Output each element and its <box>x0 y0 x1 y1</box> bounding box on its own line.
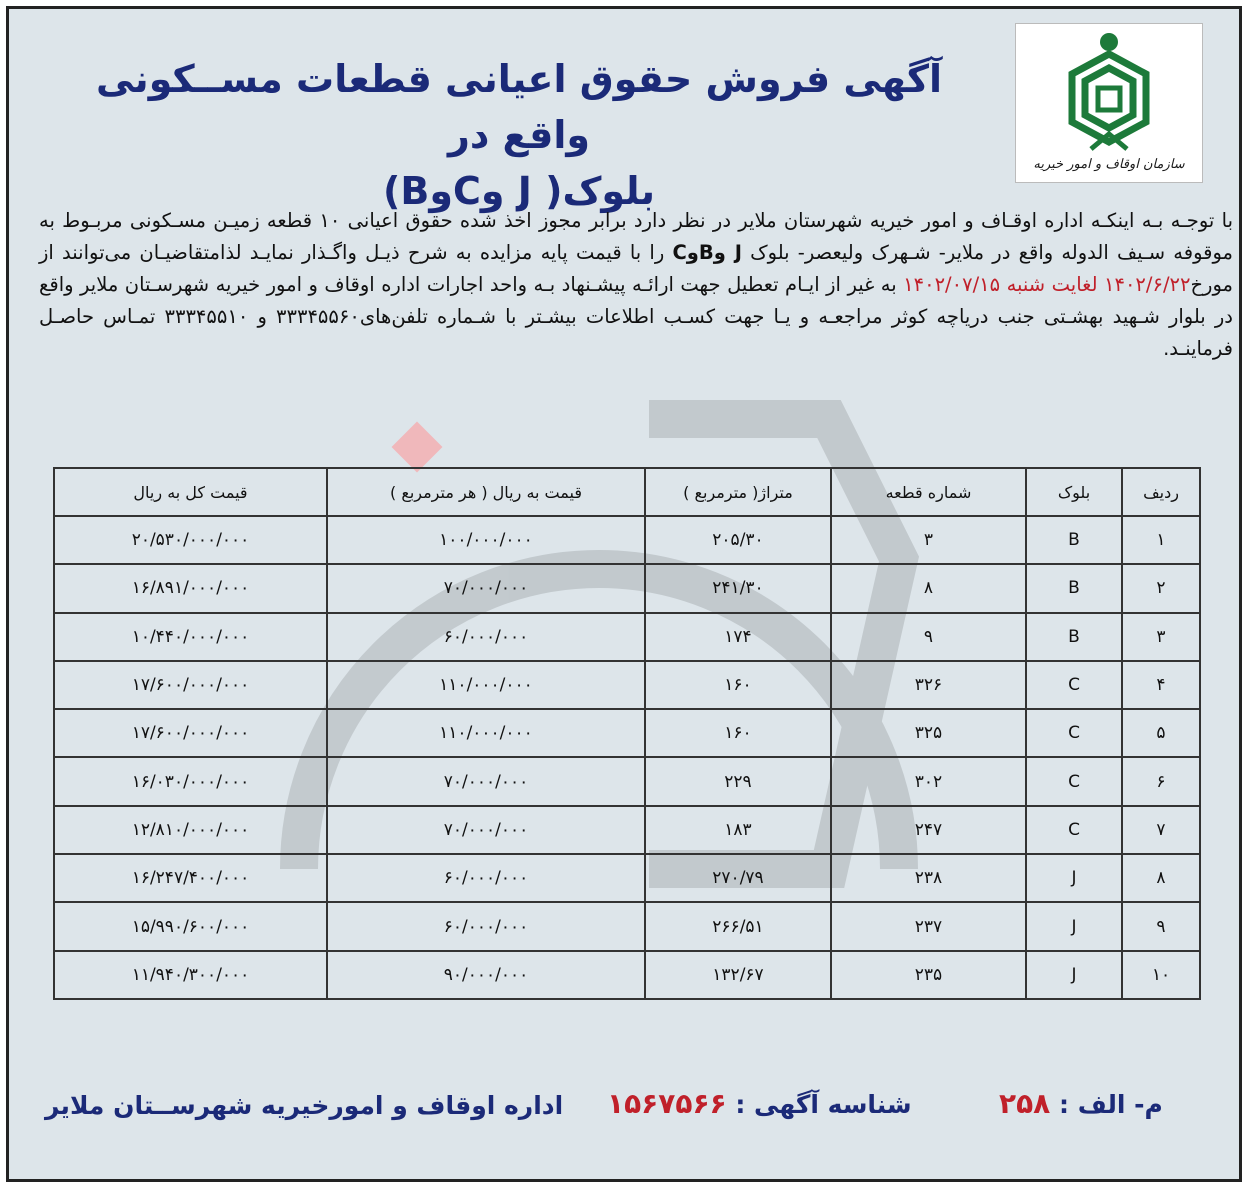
page-title <box>49 51 989 219</box>
cell-plot-number: ۲۴۷ <box>831 806 1026 854</box>
header-unit-price: قیمت به ریال ( هر مترمربع ) <box>327 468 645 516</box>
cell-area: ۱۳۲/۶۷ <box>645 951 831 999</box>
cell-total-price: ۱۲/۸۱۰/۰۰۰/۰۰۰ <box>54 806 327 854</box>
cell-area: ۲۷۰/۷۹ <box>645 854 831 902</box>
cell-area: ۲۲۹ <box>645 757 831 805</box>
footer-ad-id-label: شناسه آگهی : <box>735 1090 912 1119</box>
cell-row-number: ۱ <box>1122 516 1200 564</box>
cell-unit-price: ۶۰/۰۰۰/۰۰۰ <box>327 854 645 902</box>
cell-area: ۲۴۱/۳۰ <box>645 564 831 612</box>
cell-total-price: ۱۰/۴۴۰/۰۰۰/۰۰۰ <box>54 613 327 661</box>
cell-total-price: ۲۰/۵۳۰/۰۰۰/۰۰۰ <box>54 516 327 564</box>
cell-row-number: ۵ <box>1122 709 1200 757</box>
cell-row-number: ۲ <box>1122 564 1200 612</box>
cell-unit-price: ۶۰/۰۰۰/۰۰۰ <box>327 902 645 950</box>
cell-unit-price: ۱۰۰/۰۰۰/۰۰۰ <box>327 516 645 564</box>
header-block: بلوک <box>1026 468 1122 516</box>
footer-office: اداره اوقاف و امورخیریه شهرســتان ملایر <box>45 1091 564 1120</box>
cell-area: ۲۰۵/۳۰ <box>645 516 831 564</box>
table-row <box>54 661 1200 709</box>
cell-unit-price: ۷۰/۰۰۰/۰۰۰ <box>327 564 645 612</box>
table-header-row <box>54 468 1200 516</box>
cell-block: C <box>1026 661 1122 709</box>
body-part-3: به غیر از ایـام تعطیل جهت ارائـه پیشـنهاد بـه واحد اجارات اداره اوقاف و امور خیریه شهرسـتان ملایر واقع در بلوار شـهید بهشـتی جنب دریاچه کوثر مراجعـه و یـا جهت کسـب اطلاعات بیشـتر با شـماره تلفن‌های۳۳۳۴۵۵۶۰ و ۳۳۳۴۵۵۱۰ تمـاس حاصـل فرماینـد. <box>39 273 1233 360</box>
header-total-price: قیمت کل به ریال <box>54 468 327 516</box>
cell-block: J <box>1026 902 1122 950</box>
cell-block: C <box>1026 709 1122 757</box>
table-row <box>54 709 1200 757</box>
plots-table <box>53 467 1201 1000</box>
cell-row-number: ۶ <box>1122 757 1200 805</box>
cell-plot-number: ۳۲۵ <box>831 709 1026 757</box>
cell-plot-number: ۳ <box>831 516 1026 564</box>
table-row <box>54 757 1200 805</box>
cell-total-price: ۱۶/۸۹۱/۰۰۰/۰۰۰ <box>54 564 327 612</box>
cell-total-price: ۱۱/۹۴۰/۳۰۰/۰۰۰ <box>54 951 327 999</box>
header-plot-number: شماره قطعه <box>831 468 1026 516</box>
cell-plot-number: ۹ <box>831 613 1026 661</box>
logo-box <box>1015 23 1203 183</box>
cell-row-number: ۳ <box>1122 613 1200 661</box>
cell-unit-price: ۹۰/۰۰۰/۰۰۰ <box>327 951 645 999</box>
body-blocks: J وBوC <box>672 241 742 264</box>
cell-block: B <box>1026 613 1122 661</box>
cell-unit-price: ۶۰/۰۰۰/۰۰۰ <box>327 613 645 661</box>
title-line-1: آگهی فروش حقوق اعیانی قطعات مســکونی واقع در <box>95 57 942 157</box>
table-row <box>54 516 1200 564</box>
cell-unit-price: ۷۰/۰۰۰/۰۰۰ <box>327 806 645 854</box>
footer-reference <box>999 1087 1163 1120</box>
cell-area: ۱۸۳ <box>645 806 831 854</box>
cell-row-number: ۷ <box>1122 806 1200 854</box>
table-row <box>54 564 1200 612</box>
ad-frame <box>6 6 1242 1182</box>
cell-row-number: ۱۰ <box>1122 951 1200 999</box>
cell-total-price: ۱۷/۶۰۰/۰۰۰/۰۰۰ <box>54 661 327 709</box>
cell-plot-number: ۳۰۲ <box>831 757 1026 805</box>
cell-block: B <box>1026 564 1122 612</box>
cell-total-price: ۱۶/۰۳۰/۰۰۰/۰۰۰ <box>54 757 327 805</box>
footer-ref-label: م- الف : <box>1059 1090 1163 1119</box>
cell-plot-number: ۸ <box>831 564 1026 612</box>
logo-caption: سازمان اوقاف و امور خیریه <box>1033 157 1185 172</box>
body-part-1: با توجـه بـه اینکـه اداره اوقـاف و امور خیریه شهرستان ملایر در نظر دارد برابر مجوز اخذ شده حقوق اعیانی ۱۰ قطعه زمیـن مسـکونی مربـوط به موقوفه سـیف الدوله واقع در ملایر- شـهرک ولیعصر- بلوک <box>39 209 1233 264</box>
cell-plot-number: ۳۲۶ <box>831 661 1026 709</box>
title-line-2: بلوک( J وCوB) <box>383 169 655 213</box>
table-row <box>54 854 1200 902</box>
cell-area: ۲۶۶/۵۱ <box>645 902 831 950</box>
cell-total-price: ۱۵/۹۹۰/۶۰۰/۰۰۰ <box>54 902 327 950</box>
announcement-body <box>39 205 1233 365</box>
cell-plot-number: ۲۳۸ <box>831 854 1026 902</box>
footer-ad-id <box>607 1087 912 1120</box>
cell-block: J <box>1026 854 1122 902</box>
body-part-2: را با قیمت پایه مزایده به شرح ذیـل واگـذار نمایـد لذامتقاضیـان می‌توانند از مورخ <box>39 241 1233 296</box>
cell-plot-number: ۲۳۷ <box>831 902 1026 950</box>
table-row <box>54 613 1200 661</box>
cell-area: ۱۶۰ <box>645 661 831 709</box>
cell-block: C <box>1026 757 1122 805</box>
header-area: متراژ( مترمربع ) <box>645 468 831 516</box>
body-date-range: ۱۴۰۲/۶/۲۲ لغایت شنبه ۱۴۰۲/۰۷/۱۵ <box>903 273 1191 296</box>
cell-plot-number: ۲۳۵ <box>831 951 1026 999</box>
cell-block: B <box>1026 516 1122 564</box>
header-row-number: ردیف <box>1122 468 1200 516</box>
cell-unit-price: ۱۱۰/۰۰۰/۰۰۰ <box>327 661 645 709</box>
cell-row-number: ۴ <box>1122 661 1200 709</box>
cell-area: ۱۷۴ <box>645 613 831 661</box>
cell-block: C <box>1026 806 1122 854</box>
endowment-logo-icon <box>1016 24 1202 154</box>
cell-unit-price: ۷۰/۰۰۰/۰۰۰ <box>327 757 645 805</box>
cell-row-number: ۸ <box>1122 854 1200 902</box>
cell-total-price: ۱۷/۶۰۰/۰۰۰/۰۰۰ <box>54 709 327 757</box>
cell-block: J <box>1026 951 1122 999</box>
cell-area: ۱۶۰ <box>645 709 831 757</box>
cell-unit-price: ۱۱۰/۰۰۰/۰۰۰ <box>327 709 645 757</box>
table-row <box>54 806 1200 854</box>
table-row <box>54 951 1200 999</box>
table-row <box>54 902 1200 950</box>
footer-ad-id-number: ۱۵۶۷۵۶۶ <box>607 1087 727 1120</box>
cell-row-number: ۹ <box>1122 902 1200 950</box>
footer-ref-number: ۲۵۸ <box>999 1087 1051 1120</box>
cell-total-price: ۱۶/۲۴۷/۴۰۰/۰۰۰ <box>54 854 327 902</box>
